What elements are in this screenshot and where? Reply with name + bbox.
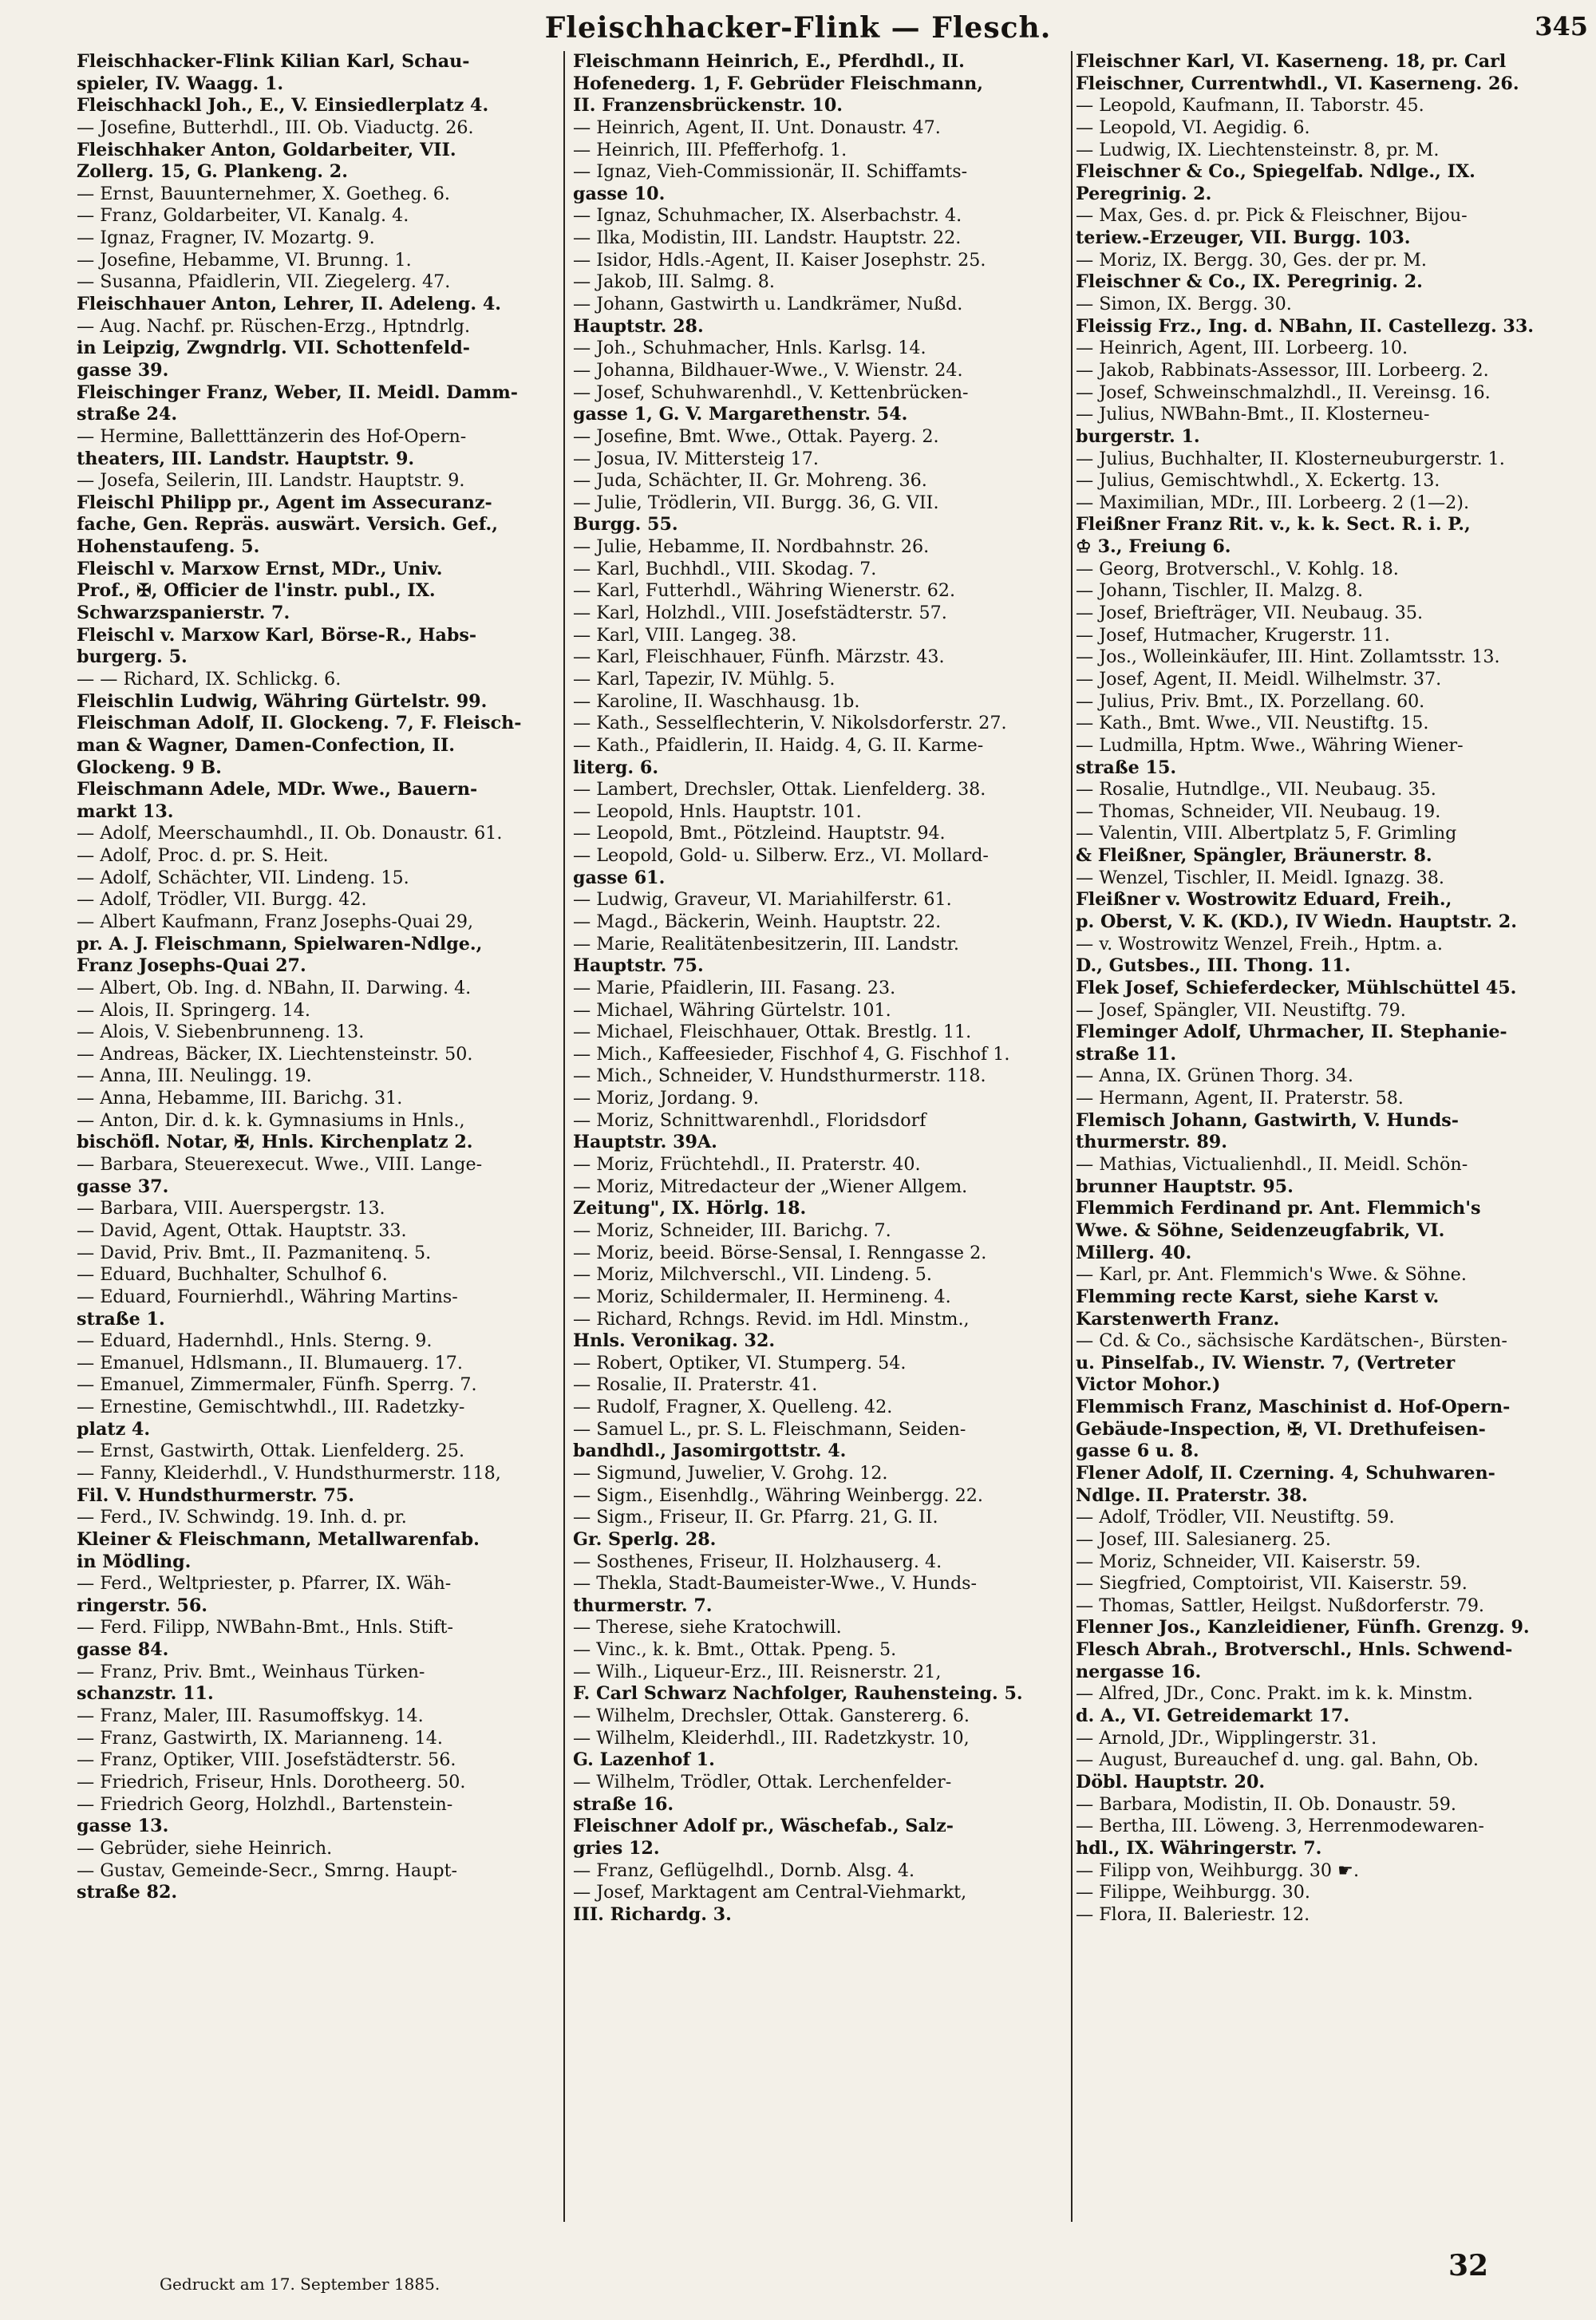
directory-entry-line: — Max, Ges. d. pr. Pick & Fleischner, Bijou- [1076,205,1468,227]
directory-entry-line: gasse 39. [77,359,169,381]
directory-entry-line: gries 12. [573,1837,660,1859]
directory-entry-line: — Emanuel, Hdlsmann., II. Blumauerg. 17. [77,1352,463,1373]
directory-entry-line: — Moriz, beeid. Börse-Sensal, I. Renngasse 2. [573,1242,987,1263]
directory-entry-line: schanzstr. 11. [77,1683,214,1705]
directory-entry-line: — Mich., Schneider, V. Hundsthurmerstr. 118. [573,1065,986,1087]
directory-entry-line: — Lambert, Drechsler, Ottak. Lienfelderg. 38. [573,779,986,800]
directory-entry-line: Burgg. 55. [573,514,678,536]
directory-entry-line: Kleiner & Fleischmann, Metallwarenfab. [77,1528,480,1550]
directory-entry-line: — Rosalie, II. Praterstr. 41. [573,1374,818,1396]
directory-entry-line: — Marie, Realitätenbesitzerin, III. Landstr. [573,933,959,954]
directory-entry-line: Gr. Sperlg. 28. [573,1528,717,1550]
directory-entry-line: — Josua, IV. Mittersteig 17. [573,448,819,469]
directory-entry-line: Ndlge. II. Praterstr. 38. [1076,1484,1308,1506]
directory-entry-line: — Alois, V. Siebenbrunneng. 13. [77,1022,365,1043]
directory-entry-line: — Josef, Hutmacher, Krugerstr. 11. [1076,624,1390,646]
directory-entry-line: — Richard, Rchngs. Revid. im Hdl. Minstm., [573,1308,970,1330]
directory-entry-line: Fleischl Philipp pr., Agent im Assecuranz- [77,492,492,513]
directory-entry-line: — Franz, Goldarbeiter, VI. Kanalg. 4. [77,205,409,227]
directory-entry-line: Fleminger Adolf, Uhrmacher, II. Stephanie- [1076,1022,1507,1043]
directory-entry-line: gasse 13. [77,1816,169,1837]
directory-entry-line: Fleischner Adolf pr., Wäschefab., Salz- [573,1816,954,1837]
directory-entry-line: — Heinrich, Agent, II. Unt. Donaustr. 47. [573,117,941,138]
directory-entry-line: — Georg, Brotverschl., V. Kohlg. 18. [1076,558,1399,579]
directory-entry-line: Flener Adolf, II. Czerning. 4, Schuhwaren- [1076,1463,1495,1484]
directory-entry-line: — Jakob, III. Salmg. 8. [573,271,775,293]
directory-entry-line: Hauptstr. 28. [573,315,704,337]
directory-entry-line: Flenner Jos., Kanzleidiener, Fünfh. Grenzg. 9. [1076,1617,1530,1638]
directory-entry-line: — Arnold, JDr., Wipplingerstr. 31. [1076,1727,1377,1749]
directory-entry-line: literg. 6. [573,757,659,778]
directory-entry-line: — Johanna, Bildhauer-Wwe., V. Wienstr. 24. [573,359,963,381]
directory-entry-line: Wwe. & Söhne, Seidenzeugfabrik, VI. [1076,1219,1445,1241]
directory-entry-line: Fleischinger Franz, Weber, II. Meidl. Damm- [77,381,518,403]
directory-entry-line: — Leopold, Kaufmann, II. Taborstr. 45. [1076,95,1424,117]
directory-entry-line: — Siegfried, Comptoirist, VII. Kaiserstr. 59. [1076,1573,1468,1595]
directory-entry-line: D., Gutsbes., III. Thong. 11. [1076,955,1351,977]
directory-entry-line: — Ernst, Bauunternehmer, X. Goetheg. 6. [77,183,450,204]
directory-entry-line: — Johann, Tischler, II. Malzg. 8. [1076,580,1364,602]
directory-entry-line: gasse 6 u. 8. [1076,1441,1199,1462]
directory-entry-line: — Joh., Schuhmacher, Hnls. Karlsg. 14. [573,338,926,359]
directory-entry-line: — Ludwig, Graveur, VI. Mariahilferstr. 61. [573,889,952,911]
directory-entry-line: — Franz, Priv. Bmt., Weinhaus Türken- [77,1661,425,1682]
directory-entry-line: — Sosthenes, Friseur, II. Holzhauserg. 4. [573,1551,942,1572]
directory-entry-line: — Wilhelm, Kleiderhdl., III. Radetzkystr. 10, [573,1727,970,1749]
directory-entry-line: Fleischhackl Joh., E., V. Einsiedlerplatz 4. [77,95,489,117]
directory-entry-line: — Ferd., Weltpriester, p. Pfarrer, IX. Wäh- [77,1573,452,1595]
directory-entry-line: gasse 61. [573,867,666,888]
directory-entry-line: — Moriz, IX. Bergg. 30, Ges. der pr. M. [1076,249,1427,271]
directory-entry-line: bischöfl. Notar, ✠, Hnls. Kirchenplatz 2. [77,1132,473,1153]
directory-entry-line: — August, Bureauchef d. ung. gal. Bahn, Ob. [1076,1749,1479,1771]
directory-entry-line: burgerstr. 1. [1076,425,1200,447]
directory-entry-line: u. Pinselfab., IV. Wienstr. 7, (Vertreter [1076,1352,1456,1373]
directory-entry-line: Fleissig Frz., Ing. d. NBahn, II. Castellezg. 33. [1076,315,1534,337]
directory-entry-line: — Gustav, Gemeinde-Secr., Smrng. Haupt- [77,1860,458,1881]
directory-entry-line: — Therese, siehe Kratochwill. [573,1617,842,1638]
directory-entry-line: nergasse 16. [1076,1661,1202,1682]
directory-entry-line: — Franz, Maler, III. Rasumoffskyg. 14. [77,1705,424,1727]
directory-entry-line: — Kath., Sesselflechterin, V. Nikolsdorferstr. 27. [573,713,1007,734]
directory-entry-line: — Adolf, Meerschaumhdl., II. Ob. Donaustr. 61. [77,823,503,844]
directory-entry-line: — Kath., Pfaidlerin, II. Haidg. 4, G. II. Karme- [573,734,984,756]
directory-entry-line: thurmerstr. 7. [573,1595,713,1616]
directory-entry-line: — Franz, Geflügelhdl., Dornb. Alsg. 4. [573,1860,915,1881]
directory-entry-line: gasse 10. [573,183,666,204]
directory-entry-line: — Karl, Tapezir, IV. Mühlg. 5. [573,668,836,690]
directory-entry-line: — Julius, Priv. Bmt., IX. Porzellang. 60. [1076,690,1425,712]
directory-entry-line: Hohenstaufeng. 5. [77,536,260,558]
directory-entry-line: gasse 1, G. V. Margarethenstr. 54. [573,404,908,425]
directory-entry-line: — Andreas, Bäcker, IX. Liechtensteinstr. 50. [77,1043,473,1065]
signature-mark: 32 [1448,2249,1489,2282]
directory-entry-line: — Thekla, Stadt-Baumeister-Wwe., V. Hunds- [573,1573,978,1595]
directory-entry-line: — Franz, Gastwirth, IX. Marianneng. 14. [77,1727,443,1749]
directory-entry-line: — Barbara, VIII. Auerspergstr. 13. [77,1198,385,1219]
directory-entry-line: platz 4. [77,1418,151,1440]
directory-entry-line: — Hermann, Agent, II. Praterstr. 58. [1076,1088,1404,1109]
directory-entry-line: Hnls. Veronikag. 32. [573,1330,776,1352]
directory-entry-line: Fleißner v. Wostrowitz Eduard, Freih., [1076,889,1452,911]
directory-entry-line: — Josef, Marktagent am Central-Viehmarkt, [573,1882,967,1903]
directory-entry-line: brunner Hauptstr. 95. [1076,1176,1294,1197]
directory-entry-line: Fleischl v. Marxow Karl, Börse-R., Habs- [77,624,477,646]
directory-entry-line: — Wilhelm, Trödler, Ottak. Lerchenfelder- [573,1771,952,1792]
directory-entry-line: theaters, III. Landstr. Hauptstr. 9. [77,448,415,469]
directory-entry-line: — Samuel L., pr. S. L. Fleischmann, Seiden- [573,1418,966,1440]
directory-entry-line: Fleischlin Ludwig, Währing Gürtelstr. 99. [77,690,488,712]
directory-entry-line: — Josef, Agent, II. Meidl. Wilhelmstr. 37. [1076,668,1442,690]
directory-entry-line: — Gebrüder, siehe Heinrich. [77,1837,333,1859]
directory-entry-line: — Karl, Fleischhauer, Fünfh. Märzstr. 43. [573,646,945,668]
directory-entry-line: Fleißner Franz Rit. v., k. k. Sect. R. i. P., [1076,514,1471,536]
directory-entry-line: hdl., IX. Währingerstr. 7. [1076,1837,1322,1859]
directory-entry-line: — Josef, Schweinschmalzhdl., II. Vereinsg. 16. [1076,381,1491,403]
directory-entry-line: Flemisch Johann, Gastwirth, V. Hunds- [1076,1109,1459,1131]
directory-entry-line: gasse 84. [77,1639,169,1661]
directory-entry-line: — Moriz, Schildermaler, II. Hermineng. 4. [573,1286,951,1307]
directory-entry-line: — Ernestine, Gemischtwhdl., III. Radetzky- [77,1397,465,1418]
column-right [1076,51,1593,2238]
directory-entry-line: Glockeng. 9 B. [77,757,222,778]
directory-entry-line: d. A., VI. Getreidemarkt 17. [1076,1705,1350,1727]
directory-entry-line: — Julius, Gemischtwhdl., X. Eckertg. 13. [1076,470,1440,492]
running-head: Fleischhacker-Flink — Flesch. [544,11,1052,45]
directory-entry-line: straße 1. [77,1308,165,1330]
directory-entry-line: — Eduard, Hadernhdl., Hnls. Sterng. 9. [77,1330,433,1352]
directory-entry-line: Fleischner Karl, VI. Kaserneng. 18, pr. Carl [1076,51,1507,72]
directory-entry-line: — Anna, III. Neulingg. 19. [77,1065,312,1087]
directory-entry-line: — Juda, Schächter, II. Gr. Mohreng. 36. [573,470,927,492]
directory-entry-line: teriew.-Erzeuger, VII. Burgg. 103. [1076,227,1411,249]
directory-entry-line: III. Richardg. 3. [573,1903,732,1925]
directory-entry-line: — Josefine, Hebamme, VI. Brunng. 1. [77,249,412,271]
directory-entry-line: — Julius, Buchhalter, II. Klosterneuburgerstr. 1. [1076,448,1505,469]
directory-entry-line: — Robert, Optiker, VI. Stumperg. 54. [573,1352,907,1373]
directory-entry-line: — Moriz, Schnittwarenhdl., Floridsdorf [573,1109,926,1131]
directory-entry-line: — Wilhelm, Drechsler, Ottak. Ganstererg. 6. [573,1705,970,1727]
directory-entry-line: straße 24. [77,404,178,425]
directory-entry-line: Franz Josephs-Quai 27. [77,955,306,977]
directory-entry-line: p. Oberst, V. K. (KD.), IV Wiedn. Hauptstr. 2. [1076,911,1517,932]
directory-entry-line: — Wilh., Liqueur-Erz., III. Reisnerstr. 21, [573,1661,942,1682]
directory-entry-line: — Josef, Schuhwarenhdl., V. Kettenbrücken- [573,381,969,403]
directory-entry-line: — Moriz, Schneider, VII. Kaiserstr. 59. [1076,1551,1421,1572]
directory-entry-line: G. Lazenhof 1. [573,1749,715,1771]
directory-entry-line: — Mathias, Victualienhdl., II. Meidl. Schön- [1076,1154,1468,1176]
directory-entry-line: man & Wagner, Damen-Confection, II. [77,734,455,756]
column-middle [573,51,1069,2238]
directory-entry-line: — Magd., Bäckerin, Weinh. Hauptstr. 22. [573,911,942,932]
directory-entry-line: — Leopold, Bmt., Pötzleind. Hauptstr. 94. [573,823,946,844]
directory-entry-line: Victor Mohor.) [1076,1374,1221,1396]
directory-entry-line: — Ernst, Gastwirth, Ottak. Lienfelderg. 25. [77,1441,465,1462]
directory-entry-line: straße 16. [573,1793,674,1815]
directory-entry-line: Fleischhacker-Flink Kilian Karl, Schau- [77,51,470,72]
directory-entry-line: — Bertha, III. Löweng. 3, Herrenmodewaren- [1076,1816,1484,1837]
directory-entry-line: — Ilka, Modistin, III. Landstr. Hauptstr. 22. [573,227,962,249]
page-header [0,11,1596,43]
directory-entry-line: — Josef, III. Salesianerg. 25. [1076,1528,1331,1550]
directory-entry-line: Flesch Abrah., Brotverschl., Hnls. Schwend- [1076,1639,1513,1661]
directory-entry-line: — Wenzel, Tischler, II. Meidl. Ignazg. 38. [1076,867,1444,888]
directory-entry-line: — Moriz, Mitredacteur der „Wiener Allgem. [573,1176,968,1197]
directory-entry-line: — Ignaz, Vieh-Commissionär, II. Schiffamts- [573,161,968,183]
directory-entry-line: Zollerg. 15, G. Plankeng. 2. [77,161,348,183]
directory-entry-line: — Anna, Hebamme, III. Barichg. 31. [77,1088,403,1109]
directory-entry-line: Fleischner & Co., Spiegelfab. Ndlge., IX. [1076,161,1476,183]
directory-entry-line: — Thomas, Schneider, VII. Neubaug. 19. [1076,800,1441,822]
directory-entry-line: Hauptstr. 39A. [573,1132,717,1153]
directory-entry-line: — Josef, Briefträger, VII. Neubaug. 35. [1076,603,1424,624]
directory-entry-line: Gebäude-Inspection, ✠, VI. Drethufeisen- [1076,1418,1486,1440]
directory-columns [77,51,1596,2238]
directory-entry-line: — Josefine, Bmt. Wwe., Ottak. Payerg. 2. [573,425,939,447]
directory-entry-line: — Alfred, JDr., Conc. Prakt. im k. k. Minstm. [1076,1683,1473,1705]
directory-entry-line: fache, Gen. Repräs. auswärt. Versich. Gef., [77,514,498,536]
directory-entry-line: — Leopold, Gold- u. Silberw. Erz., VI. Mollard- [573,845,989,867]
directory-entry-line: — David, Agent, Ottak. Hauptstr. 33. [77,1219,407,1241]
directory-entry-line: gasse 37. [77,1176,169,1197]
directory-entry-line: — Marie, Pfaidlerin, III. Fasang. 23. [573,977,896,998]
directory-entry-line: — Anna, IX. Grünen Thorg. 34. [1076,1065,1353,1087]
directory-entry-line: Fleischmann Adele, MDr. Wwe., Bauern- [77,779,478,800]
directory-entry-line: Schwarzspanierstr. 7. [77,603,290,624]
directory-entry-line: Flek Josef, Schieferdecker, Mühlschüttel 45. [1076,977,1517,998]
directory-entry-line: — Barbara, Steuerexecut. Wwe., VIII. Lange- [77,1154,483,1176]
directory-entry-line: F. Carl Schwarz Nachfolger, Rauhensteing. 5. [573,1683,1023,1705]
directory-entry-line: — Alois, II. Springerg. 14. [77,999,310,1021]
directory-entry-line: Flemming recte Karst, siehe Karst v. [1076,1286,1440,1307]
directory-entry-line: Fleischl v. Marxow Ernst, MDr., Univ. [77,558,443,579]
directory-entry-line: — Josefa, Seilerin, III. Landstr. Hauptstr. 9. [77,470,465,492]
directory-entry-line: thurmerstr. 89. [1076,1132,1227,1153]
directory-entry-line: — Karl, Futterhdl., Währing Wienerstr. 62. [573,580,956,602]
directory-entry-line: — Friedrich Georg, Holzhdl., Bartenstein- [77,1793,453,1815]
directory-entry-line: — Karl, Holzhdl., VIII. Josefstädterstr. 57. [573,603,947,624]
directory-entry-line: Karstenwerth Franz. [1076,1308,1280,1330]
directory-entry-line: — Flora, II. Baleriestr. 12. [1076,1903,1310,1925]
directory-entry-line: — Albert Kaufmann, Franz Josephs-Quai 29, [77,911,474,932]
directory-entry-line: Fleischhauer Anton, Lehrer, II. Adeleng. 4. [77,294,502,315]
directory-entry-line: — Mich., Kaffeesieder, Fischhof 4, G. Fischhof 1. [573,1043,1010,1065]
directory-entry-line: — Ludwig, IX. Liechtensteinstr. 8, pr. M. [1076,139,1440,160]
directory-entry-line: — Franz, Optiker, VIII. Josefstädterstr. 56. [77,1749,456,1771]
directory-entry-line: — Rosalie, Hutndlge., VII. Neubaug. 35. [1076,779,1436,800]
directory-entry-line: Hauptstr. 75. [573,955,704,977]
directory-entry-line: — Thomas, Sattler, Heilgst. Nußdorferstr. 79. [1076,1595,1484,1616]
directory-entry-line: — Filipp von, Weihburgg. 30 ☛. [1076,1860,1360,1881]
directory-entry-line: — Sigm., Friseur, II. Gr. Pfarrg. 21, G. II. [573,1507,938,1528]
directory-entry-line: — Vinc., k. k. Bmt., Ottak. Ppeng. 5. [573,1639,897,1661]
directory-entry-line: straße 15. [1076,757,1177,778]
directory-entry-line: in Leipzig, Zwgndrlg. VII. Schottenfeld- [77,338,470,359]
directory-entry-line: burgerg. 5. [77,646,188,668]
directory-entry-line: — Karl, VIII. Langeg. 38. [573,624,797,646]
directory-entry-line: — Ferd., IV. Schwindg. 19. Inh. d. pr. [77,1507,407,1528]
directory-entry-line: — Albert, Ob. Ing. d. NBahn, II. Darwing. 4. [77,977,472,998]
directory-entry-line: — Leopold, VI. Aegidig. 6. [1076,117,1310,138]
page-number: 345 [1535,11,1588,41]
directory-entry-line: — Adolf, Proc. d. pr. S. Heit. [77,845,329,867]
directory-entry-line: — Adolf, Trödler, VII. Neustiftg. 59. [1076,1507,1395,1528]
directory-entry-line: & Fleißner, Spängler, Bräunerstr. 8. [1076,845,1432,867]
directory-entry-line: — Eduard, Buchhalter, Schulhof 6. [77,1264,388,1286]
directory-entry-line: Flemmisch Franz, Maschinist d. Hof-Opern- [1076,1397,1511,1418]
directory-entry-line: Zeitung", IX. Hörlg. 18. [573,1198,807,1219]
directory-entry-line: — Michael, Währing Gürtelstr. 101. [573,999,891,1021]
directory-entry-line: — Karl, pr. Ant. Flemmich's Wwe. & Söhne. [1076,1264,1467,1286]
directory-entry-line: — Sigm., Eisenhdlg., Währing Weinbergg. 22. [573,1484,983,1506]
directory-entry-line: markt 13. [77,800,174,822]
directory-entry-line: — Ignaz, Schuhmacher, IX. Alserbachstr. 4. [573,205,962,227]
directory-entry-line: — Cd. & Co., sächsische Kardätschen-, Bürsten- [1076,1330,1507,1352]
directory-entry-line: — Karl, Buchhdl., VIII. Skodag. 7. [573,558,877,579]
directory-entry-line: — Heinrich, Agent, III. Lorbeerg. 10. [1076,338,1408,359]
directory-entry-line: Döbl. Hauptstr. 20. [1076,1771,1266,1792]
directory-entry-line: — Karoline, II. Waschhausg. 1b. [573,690,860,712]
directory-entry-line: — v. Wostrowitz Wenzel, Freih., Hptm. a. [1076,933,1443,954]
directory-entry-line: Fleischmann Heinrich, E., Pferdhdl., II. [573,51,965,72]
directory-entry-line: ringerstr. 56. [77,1595,208,1616]
directory-entry-line: Fleischman Adolf, II. Glockeng. 7, F. Fleisch- [77,713,522,734]
print-date: Gedruckt am 17. September 1885. [160,2275,440,2294]
directory-entry-line: — Julius, NWBahn-Bmt., II. Klosterneu- [1076,404,1430,425]
directory-entry-line: — David, Priv. Bmt., II. Pazmanitenq. 5. [77,1242,432,1263]
directory-entry-line: pr. A. J. Fleischmann, Spielwaren-Ndlge., [77,933,483,954]
directory-entry-line: — Susanna, Pfaidlerin, VII. Ziegelerg. 47. [77,271,451,293]
directory-entry-line: — Rudolf, Fragner, X. Quelleng. 42. [573,1397,893,1418]
directory-entry-line: straße 82. [77,1882,178,1903]
directory-entry-line: — Sigmund, Juwelier, V. Grohg. 12. [573,1463,888,1484]
directory-entry-line: — Eduard, Fournierhdl., Währing Martins- [77,1286,458,1307]
directory-entry-line: — Moriz, Früchtehdl., II. Praterstr. 40. [573,1154,921,1176]
directory-entry-line: — Isidor, Hdls.-Agent, II. Kaiser Josephstr. 25. [573,249,986,271]
directory-entry-line: — Valentin, VIII. Albertplatz 5, F. Grimling [1076,823,1457,844]
directory-entry-line: — Ferd. Filipp, NWBahn-Bmt., Hnls. Stift- [77,1617,453,1638]
directory-entry-line: — Adolf, Trödler, VII. Burgg. 42. [77,889,367,911]
directory-entry-line: — Johann, Gastwirth u. Landkrämer, Nußd. [573,294,963,315]
directory-entry-line: — Simon, IX. Bergg. 30. [1076,294,1292,315]
directory-entry-line: — Barbara, Modistin, II. Ob. Donaustr. 59. [1076,1793,1456,1815]
directory-entry-line: — Ignaz, Fragner, IV. Mozartg. 9. [77,227,375,249]
directory-entry-line: Fleischner, Currentwhdl., VI. Kaserneng. 26. [1076,73,1519,94]
directory-entry-line: bandhdl., Jasomirgottstr. 4. [573,1441,847,1462]
directory-entry-line: — Emanuel, Zimmermaler, Fünfh. Sperrg. 7. [77,1374,477,1396]
directory-entry-line: — Josefine, Butterhdl., III. Ob. Viaductg. 26. [77,117,474,138]
directory-entry-line: — Ludmilla, Hptm. Wwe., Währing Wiener- [1076,734,1464,756]
directory-entry-line: — Fanny, Kleiderhdl., V. Hundsthurmerstr. 118, [77,1463,501,1484]
directory-entry-line: — Heinrich, III. Pfefferhofg. 1. [573,139,847,160]
directory-entry-line: in Mödling. [77,1551,192,1572]
directory-entry-line: — Filippe, Weihburgg. 30. [1076,1882,1310,1903]
directory-entry-line: — Julie, Hebamme, II. Nordbahnstr. 26. [573,536,930,558]
directory-entry-line: — Jos., Wolleinkäufer, III. Hint. Zollamtsstr. 13. [1076,646,1500,668]
directory-entry-line: — Moriz, Schneider, III. Barichg. 7. [573,1219,891,1241]
directory-entry-line: Fil. V. Hundsthurmerstr. 75. [77,1484,354,1506]
directory-entry-line: — Leopold, Hnls. Hauptstr. 101. [573,800,862,822]
directory-entry-line: — Maximilian, MDr., III. Lorbeerg. 2 (1—2). [1076,492,1470,513]
directory-entry-line: — Moriz, Jordang. 9. [573,1088,759,1109]
directory-entry-line: — Adolf, Schächter, VII. Lindeng. 15. [77,867,409,888]
directory-entry-line: Fleischner & Co., IX. Peregrinig. 2. [1076,271,1423,293]
directory-entry-line: Prof., ✠, Officier de l'instr. publ., IX. [77,580,436,602]
directory-entry-line: Fleischhaker Anton, Goldarbeiter, VII. [77,139,456,160]
directory-entry-line: Peregrinig. 2. [1076,183,1212,204]
directory-entry-line: — Kath., Bmt. Wwe., VII. Neustiftg. 15. [1076,713,1429,734]
directory-entry-line: Millerg. 40. [1076,1242,1192,1263]
directory-entry-line: Flemmich Ferdinand pr. Ant. Flemmich's [1076,1198,1481,1219]
directory-entry-line: — Josef, Spängler, VII. Neustiftg. 79. [1076,999,1406,1021]
directory-entry-line: straße 11. [1076,1043,1177,1065]
column-left [77,51,555,2238]
directory-entry-line: Hofenederg. 1, F. Gebrüder Fleischmann, [573,73,983,94]
directory-entry-line: — — Richard, IX. Schlickg. 6. [77,668,342,690]
directory-entry-line: spieler, IV. Waagg. 1. [77,73,284,94]
directory-entry-line: — Friedrich, Friseur, Hnls. Dorotheerg. 50. [77,1771,466,1792]
directory-entry-line: ♔ 3., Freiung 6. [1076,536,1231,558]
directory-entry-line: II. Franzensbrückenstr. 10. [573,95,843,117]
directory-entry-line: — Anton, Dir. d. k. k. Gymnasiums in Hnls., [77,1109,465,1131]
directory-entry-line: — Michael, Fleischhauer, Ottak. Brestlg. 11. [573,1022,972,1043]
directory-entry-line: — Aug. Nachf. pr. Rüschen-Erzg., Hptndrlg. [77,315,471,337]
directory-entry-line: — Julie, Trödlerin, VII. Burgg. 36, G. VII. [573,492,939,513]
directory-entry-line: — Jakob, Rabbinats-Assessor, III. Lorbeerg. 2. [1076,359,1489,381]
directory-entry-line: — Moriz, Milchverschl., VII. Lindeng. 5. [573,1264,932,1286]
directory-entry-line: — Hermine, Balletttänzerin des Hof-Opern- [77,425,467,447]
